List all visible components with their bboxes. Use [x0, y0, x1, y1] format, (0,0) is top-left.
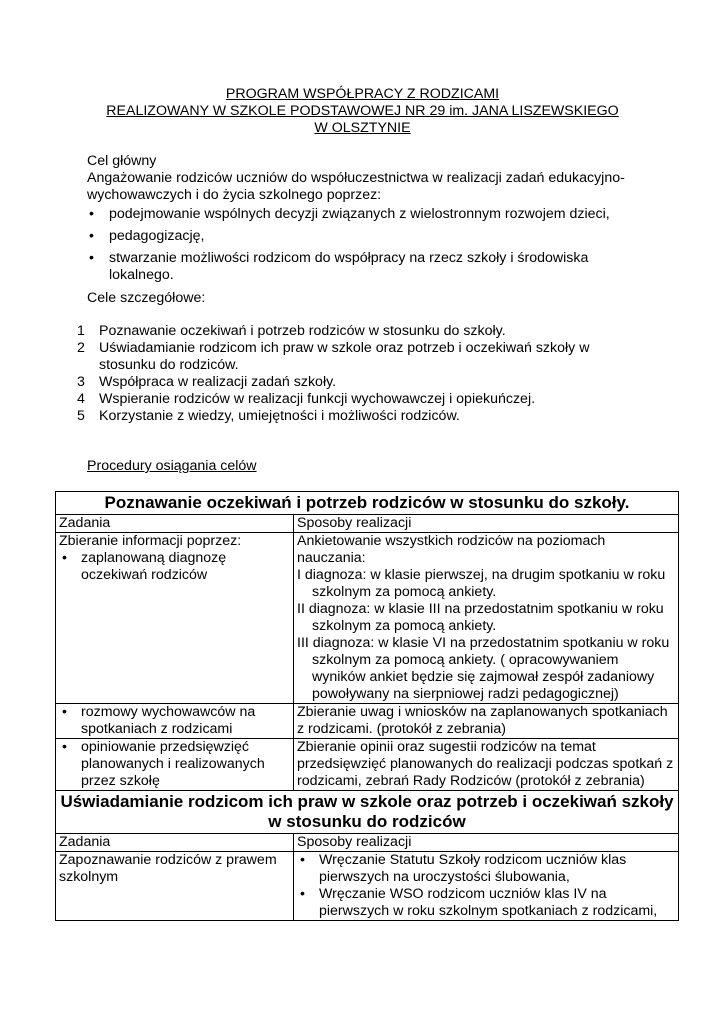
procedures-table	[55, 491, 679, 921]
detailed-goals-heading: Cele szczegółowe:	[87, 290, 206, 306]
col-header-tasks: Zadania	[56, 515, 294, 533]
title-line-3: W OLSZTYNIE	[314, 120, 411, 136]
section-header-row	[56, 492, 679, 515]
goal-item: 5 Korzystanie z wiedzy, umiejętności i możliwości rodziców.	[77, 408, 460, 424]
goal-item: 3 Współpraca w realizacji zadań szkoły.	[77, 374, 337, 390]
method-line: II diagnoza: w klasie III na przedostatnim spotkaniu w roku szkolnym za pomocą ankiety.	[297, 601, 664, 634]
column-header-row	[56, 515, 679, 533]
task-cell	[56, 533, 294, 704]
col-header-methods: Sposoby realizacji	[294, 834, 679, 852]
main-goal-text: Angażowanie rodziców uczniów do współuczestnictwa w realizacji zadań edukacyjno-wychowawczych i do życia szkolnego poprzez:	[87, 170, 625, 203]
detailed-goals-list	[77, 323, 617, 425]
method-cell	[294, 852, 679, 921]
method-line: I diagnoza: w klasie pierwszej, na drugim spotkaniu w roku szkolnym za pomocą ankiety.	[297, 567, 666, 600]
method-cell: Zbieranie uwag i wniosków na zaplanowanych spotkaniach z rodzicami. (protokół z zebrania)	[294, 704, 679, 739]
document-title	[0, 86, 725, 137]
method-cell: Zbieranie opinii oraz sugestii rodziców na temat przedsięwzięć planowanych do realizacji podczas spotkań z rodzicami, zebrań Rady Rodziców (protokół z zebrania)	[294, 739, 679, 791]
method-cell	[294, 533, 679, 704]
main-goal-bullet: • stwarzanie możliwości rodzicom do współpracy na rzecz szkoły i środowiska lokalnego.	[87, 250, 647, 284]
task-intro: Zbieranie informacji poprzez:	[59, 533, 242, 549]
column-header-row	[56, 834, 679, 852]
main-goal-bullet: • podejmowanie wspólnych decyzji związanych z wielostronnym rozwojem dzieci,	[87, 206, 647, 223]
col-header-methods: Sposoby realizacji	[294, 515, 679, 533]
task-bullet: • rozmowy wychowawców na spotkaniach z rodzicami	[59, 704, 290, 738]
col-header-tasks: Zadania	[56, 834, 294, 852]
table-row	[56, 739, 679, 791]
method-bullet: • Wręczanie Statutu Szkoły rodzicom uczniów klas pierwszych na uroczystości ślubowania,	[297, 852, 675, 886]
task-bullet: • zaplanowaną diagnozę oczekiwań rodziców	[59, 550, 290, 584]
section1-heading: Poznawanie oczekiwań i potrzeb rodziców w stosunku do szkoły.	[56, 492, 679, 515]
main-goal-bullet: • pedagogizację,	[87, 228, 647, 245]
procedures-heading: Procedury osiągania celów	[87, 458, 257, 474]
table-row	[56, 533, 679, 704]
method-line: Ankietowanie wszystkich rodziców na poziomach nauczania:	[297, 533, 606, 566]
method-bullet: • Wręczanie WSO rodzicom uczniów klas IV na pierwszych w roku szkolnym spotkaniach z rodzicami,	[297, 886, 675, 920]
method-line: III diagnoza: w klasie VI na przedostatnim spotkaniu w roku szkolnym za pomocą ankiety. ( opracowywaniem wyników ankiet będzie się zajmował zespół zadaniowy powoływany na sierpniowej radzi pedagogicznej)	[297, 635, 670, 702]
main-goal-section	[87, 153, 647, 284]
task-cell	[56, 704, 294, 739]
goal-item: 2 Uświadamianie rodzicom ich praw w szkole oraz potrzeb i oczekiwań szkoły w stosunku do rodziców.	[77, 340, 590, 373]
task-cell: Zapoznawanie rodziców z prawem szkolnym	[56, 852, 294, 921]
title-line-2: REALIZOWANY W SZKOLE PODSTAWOWEJ NR 29 im. JANA LISZEWSKIEGO	[106, 103, 619, 119]
task-cell	[56, 739, 294, 791]
main-goal-heading: Cel główny	[87, 153, 157, 169]
section-header-row	[56, 791, 679, 834]
goal-item: 4 Wspieranie rodziców w realizacji funkcji wychowawczej i opiekuńczej.	[77, 391, 536, 407]
title-line-1: PROGRAM WSPÓŁPRACY Z RODZICAMI	[225, 86, 500, 102]
task-bullet: • opiniowanie przedsięwzięć planowanych i realizowanych przez szkołę	[59, 739, 290, 790]
section2-heading: Uświadamianie rodzicom ich praw w szkole oraz potrzeb i oczekiwań szkoły w stosunku do rodziców	[56, 791, 679, 834]
table-row	[56, 704, 679, 739]
table-row	[56, 852, 679, 921]
goal-item: 1 Poznawanie oczekiwań i potrzeb rodziców w stosunku do szkoły.	[77, 323, 506, 339]
